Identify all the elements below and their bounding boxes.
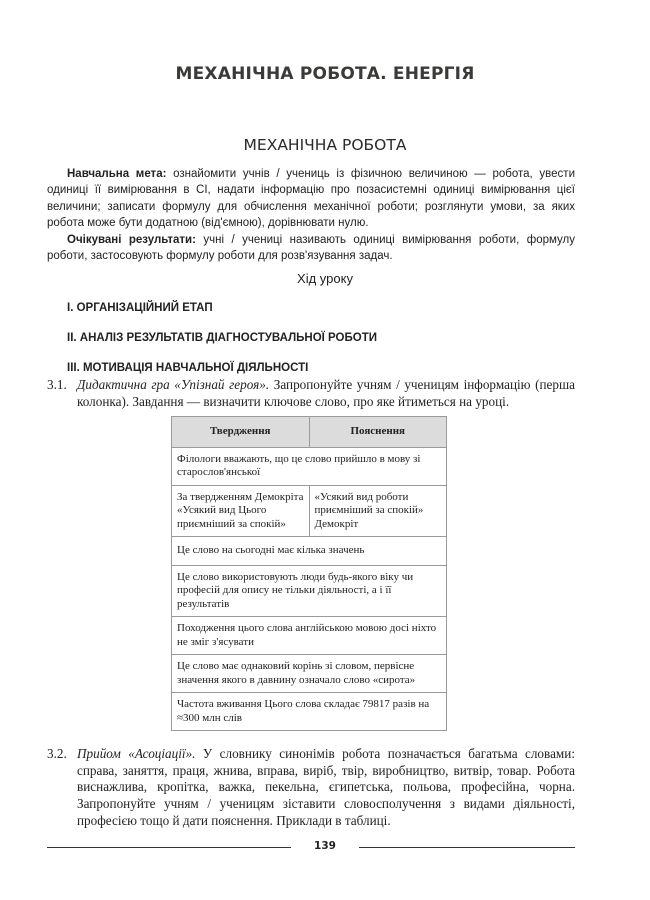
- word-clues-table: [171, 416, 447, 731]
- table-row: [172, 565, 447, 617]
- item-3-2-text: [77, 746, 575, 830]
- footer-rule-right: [359, 847, 575, 848]
- stage-2-heading: ІІ. АНАЛІЗ РЕЗУЛЬТАТІВ ДІАГНОСТУВАЛЬНОЇ РОБОТИ: [67, 332, 378, 344]
- page-number: 139: [314, 840, 336, 852]
- table-cell: Частота вживання Цього слова складає 79817 разів на ≈300 млн слів: [172, 693, 447, 731]
- item-number-3-2: 3.2.: [47, 746, 67, 761]
- table-cell: Це слово використовують люди будь-якого віку чи професій для опису не тільки діяльності, а і її результатів: [172, 565, 447, 617]
- expected-results: [47, 232, 575, 265]
- stage-1-heading: І. ОРГАНІЗАЦІЙНИЙ ЕТАП: [67, 302, 213, 314]
- table-row: [172, 447, 447, 485]
- chapter-title: МЕХАНІЧНА РОБОТА. ЕНЕРГІЯ: [175, 64, 475, 84]
- table-row: [172, 655, 447, 693]
- lesson-heading: Хід уроку: [297, 271, 353, 286]
- item-3-2-body: У словнику синонімів робота позначається багатьма словами: справа, заняття, праця, жнива, вправа, виріб, твір, виробництво, витвір, товар. Робота виснажлива, кропітка, важка, пекельна, єгипетська, польова, професійна, чорна. Запропонуйте учням / ученицям зіставити словосполучення з видами діяльності, професією тощо й дати пояснення. Приклади в таблиці.: [77, 746, 575, 828]
- table-row: [172, 693, 447, 731]
- learning-goal-text: ознайомити учнів / учениць із фізичною величиною — робота, увести одиниці її вимірювання в СІ, надати інформацію про позасистемні одиниці вимірювання цієї величини; записати формулу для обчислення механічної роботи; розглянути умови, за яких робота може бути додатною (від'ємною), дорівнювати нулю.: [47, 168, 575, 229]
- item-number-3-1: 3.1.: [47, 377, 67, 392]
- table-cell: Філологи вважають, що це слово прийшло в мову зі старослов'янської: [172, 447, 447, 485]
- item-3-1-title: Дидактична гра «Упізнай героя».: [77, 377, 270, 392]
- table-cell: «Усякий вид роботи приємніший за спокій» Демокріт: [309, 485, 447, 537]
- table-header-row: [172, 417, 447, 448]
- expected-results-label: Очікувані результати:: [67, 234, 196, 246]
- section-title: МЕХАНІЧНА РОБОТА: [243, 136, 407, 154]
- table-cell: Походження цього слова англійською мовою досі ніхто не зміг з'ясувати: [172, 617, 447, 655]
- learning-goal-label: Навчальна мета:: [67, 168, 167, 180]
- expected-results-text: учні / учениці називають одиниці вимірювання роботи, формулу роботи, застосовують формулу роботи для розв'язування задач.: [47, 234, 575, 263]
- footer-rule-left: [47, 847, 291, 848]
- table-row: [172, 537, 447, 566]
- table-cell: Це слово має однаковий корінь зі словом, первісне значення якого в давнину означало слово «сирота»: [172, 655, 447, 693]
- table-row: [172, 617, 447, 655]
- table-cell: За твердженням Демокріта «Усякий вид Цього приємніший за спокій»: [172, 485, 310, 537]
- learning-goal: [47, 166, 575, 231]
- stage-3-heading: ІІІ. МОТИВАЦІЯ НАВЧАЛЬНОЇ ДІЯЛЬНОСТІ: [67, 362, 309, 374]
- table-header-explanation: Пояснення: [309, 417, 447, 448]
- item-3-2-title: Прийом «Асоціації».: [77, 746, 196, 761]
- table-header-statement: Твердження: [172, 417, 310, 448]
- item-3-1-text: [77, 377, 575, 410]
- table-cell: Це слово на сьогодні має кілька значень: [172, 537, 447, 566]
- item-3-1-body: Запропонуйте учням / ученицям інформацію (перша колонка). Завдання — визначити ключове слово, про яке йтиметься на уроці.: [77, 377, 575, 409]
- table-row: [172, 485, 447, 537]
